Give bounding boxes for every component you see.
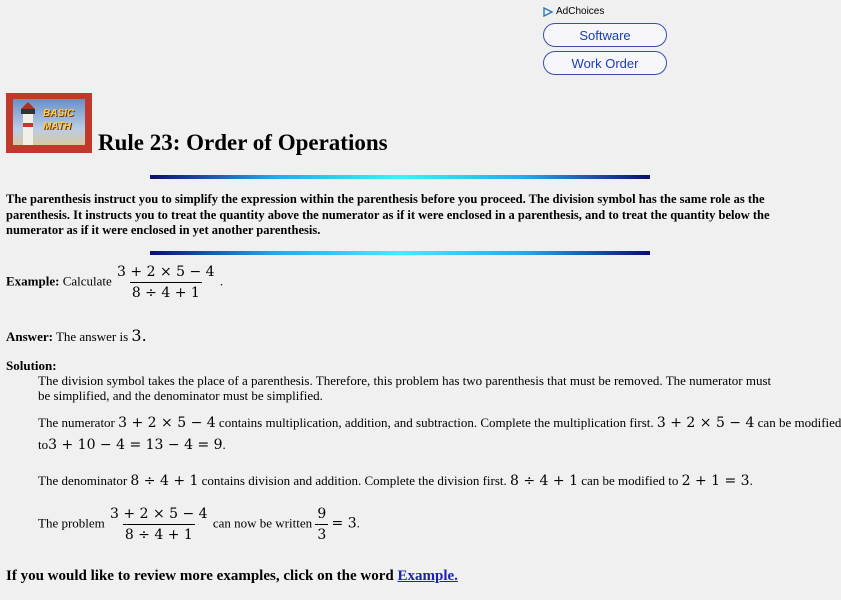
answer-text: The answer is	[55, 329, 129, 344]
page-title: Rule 23: Order of Operations	[98, 130, 388, 155]
example-line	[6, 264, 223, 301]
denominator-expression-repeat: 8 ÷ 4 + 1	[510, 473, 578, 489]
simplified-fraction: $\frac{9}{3}$	[317, 506, 327, 543]
numerator-result: 3 + 10 − 4 = 13 − 4 = 9	[48, 437, 223, 453]
example-period: .	[219, 273, 224, 289]
example-numerator: 3 + 2 × 5 − 4	[117, 264, 215, 280]
answer-line	[6, 326, 147, 345]
solution-paragraph-4: The problem $\frac{3 + 2 \times 5 - 4}{8 \div 4 + 1}$ can now be written $\frac{9}{3}$ = 3.	[38, 506, 360, 543]
example-label: Example:	[6, 273, 60, 289]
solution-paragraph-2-cont: to3 + 10 − 4 = 13 − 4 = 9.	[38, 437, 226, 453]
solution-paragraph-3: The denominator 8 ÷ 4 + 1 contains division and addition. Complete the division first. 8 ÷ 4 + 1 can be modified to 2 + 1 = 3.	[38, 473, 753, 489]
denominator-expression: 8 ÷ 4 + 1	[130, 473, 199, 489]
adchoices-label: AdChoices	[556, 6, 605, 17]
denominator-result: 2 + 1 = 3	[681, 473, 750, 489]
solution-label: Solution:	[6, 358, 57, 373]
intro-paragraph: The parenthesis instruct you to simplify the expression within the parenthesis before you proceed. The division symbol has the same role as the parenthesis. It instructs you to treat the quantity above the numerator as if it were enclosed in a parenthesis, and to treat the quantity below the numerator as if it were enclosed in yet another parenthesis.	[6, 192, 770, 237]
footer-line	[6, 568, 458, 585]
final-result: = 3	[331, 515, 357, 532]
example-denominator: 8 ÷ 4 + 1	[130, 282, 202, 301]
divider-top	[150, 175, 650, 179]
adchoices-link[interactable]	[543, 6, 604, 17]
problem-fraction: $\frac{3 + 2 \times 5 - 4}{8 \div 4 + 1}$	[110, 506, 208, 543]
answer-value: 3.	[131, 326, 147, 345]
software-button[interactable]: Software	[543, 23, 667, 47]
example-text: Calculate	[62, 273, 112, 289]
numerator-expression: 3 + 2 × 5 − 4	[118, 415, 216, 431]
work-order-button[interactable]: Work Order	[543, 51, 667, 75]
example-link[interactable]: Example.	[397, 568, 458, 584]
adchoices-icon	[543, 7, 553, 17]
example-fraction	[115, 264, 217, 301]
footer-text: If you would like to review more examples, click on the word	[6, 568, 394, 584]
solution-paragraph-1: The division symbol takes the place of a parenthesis. Therefore, this problem has two parenthesis that must be removed. The numerator must be simplified, and the denominator must be simplified.	[38, 373, 772, 403]
answer-label: Answer:	[6, 329, 53, 344]
site-logo[interactable]	[6, 93, 92, 153]
divider-bottom	[150, 251, 650, 255]
solution-paragraph-2: The numerator 3 + 2 × 5 − 4 contains multiplication, addition, and subtraction. Complete the multiplication first. 3 + 2 × 5 − 4 can be modified	[38, 415, 841, 431]
logo-image	[13, 99, 85, 145]
logo-text: BASIC MATH	[43, 108, 75, 132]
numerator-expression-repeat: 3 + 2 × 5 − 4	[656, 415, 755, 431]
